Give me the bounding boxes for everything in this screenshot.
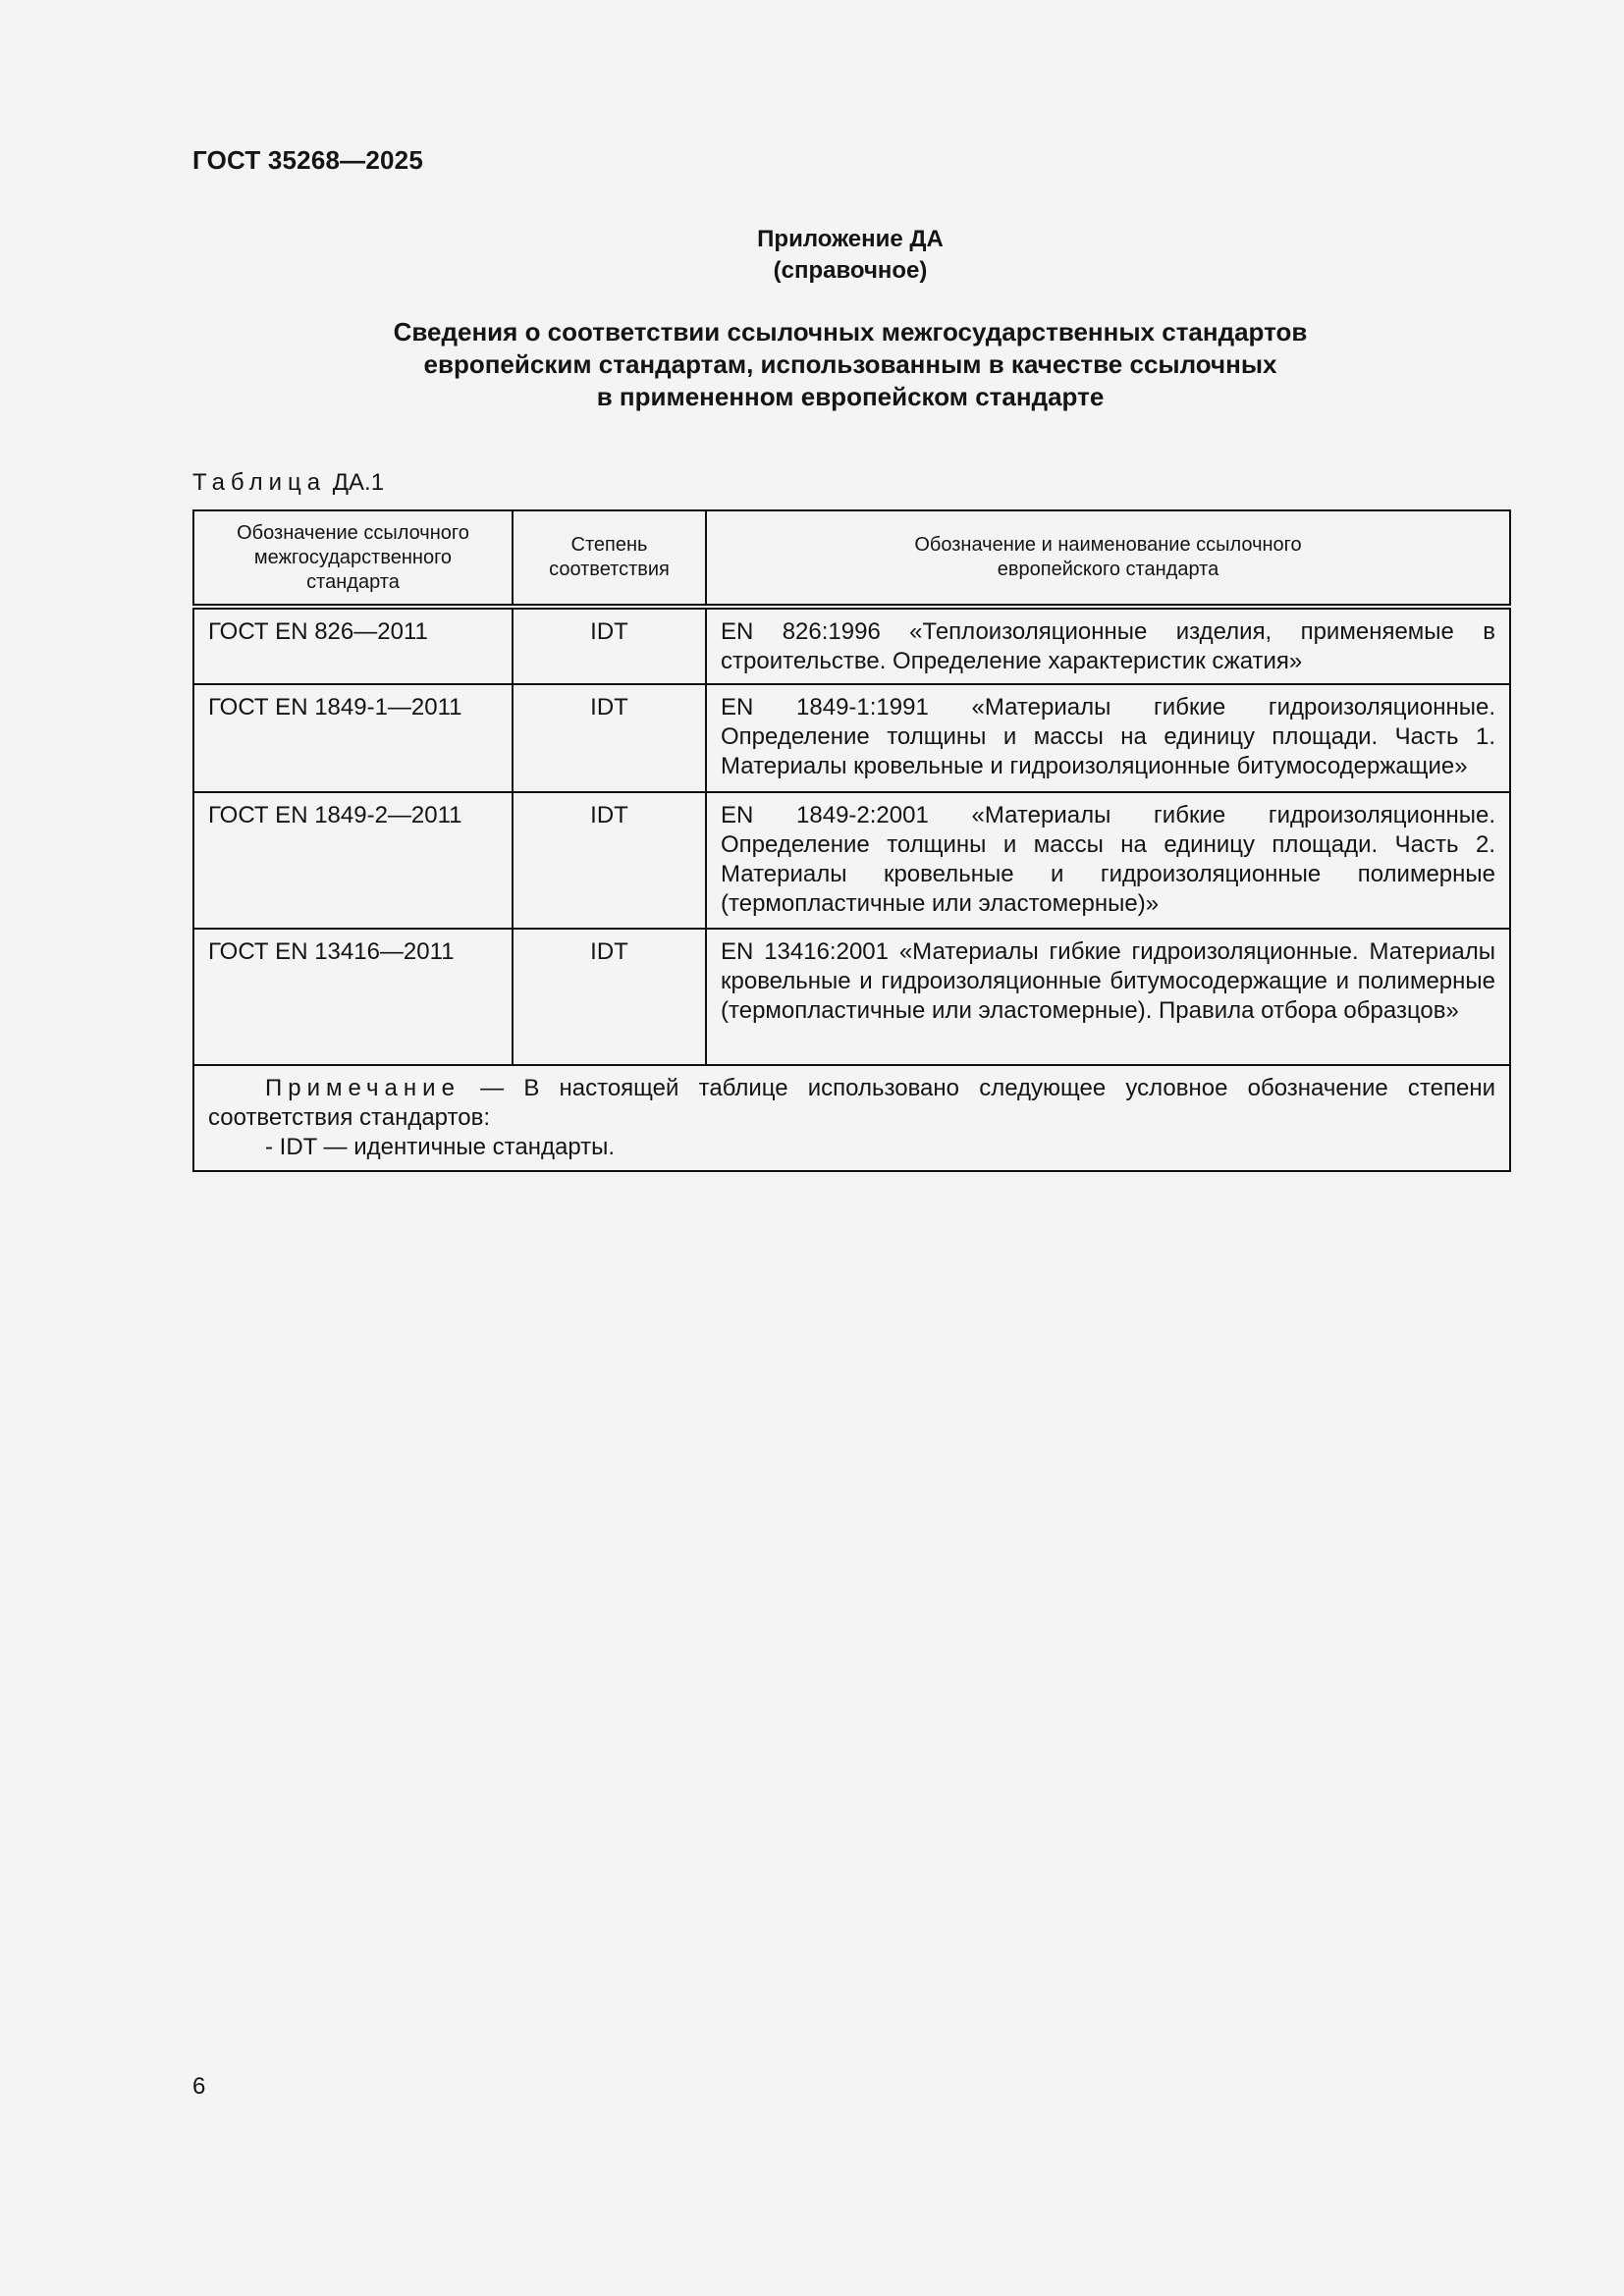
table-note bbox=[193, 1065, 1510, 1171]
table-note-row bbox=[193, 1065, 1510, 1171]
header-degree-column bbox=[513, 510, 706, 607]
table-caption bbox=[192, 469, 384, 497]
degree-cell: IDT bbox=[513, 684, 706, 792]
title-line-1: Сведения о соответствии ссылочных межгосударственных стандартов bbox=[393, 317, 1308, 347]
note-text bbox=[208, 1074, 1495, 1133]
appendix-main-title bbox=[0, 316, 1624, 413]
degree-cell: IDT bbox=[513, 792, 706, 929]
document-code: ГОСТ 35268—2025 bbox=[192, 145, 423, 175]
header-gost-column bbox=[193, 510, 513, 607]
gost-cell: ГОСТ EN 13416—2011 bbox=[193, 929, 513, 1065]
appendix-title: Приложение ДА bbox=[757, 226, 944, 252]
table-row bbox=[193, 607, 1510, 684]
title-line-3: в примененном европейском стандарте bbox=[596, 382, 1105, 411]
header-en-column bbox=[706, 510, 1510, 607]
gost-cell: ГОСТ EN 1849-2—2011 bbox=[193, 792, 513, 929]
en-standard-cell: EN 1849-2:2001 «Материалы гибкие гидроизоляционные. Определение толщины и массы на единицу площади. Часть 2. Материалы кровельные и гидроизоляционные полимерные (термопластичные или эластомерные)» bbox=[706, 792, 1510, 929]
en-standard-cell: EN 1849-1:1991 «Материалы гибкие гидроизоляционные. Определение толщины и массы на единицу площади. Часть 1. Материалы кровельные и гидроизоляционные битумосодержащие» bbox=[706, 684, 1510, 792]
appendix-subtitle: (справочное) bbox=[773, 257, 928, 284]
gost-cell: ГОСТ EN 826—2011 bbox=[193, 607, 513, 684]
note-label: Примечание bbox=[265, 1075, 460, 1101]
table-caption-word: Таблица bbox=[192, 469, 327, 496]
note-item: - IDT — идентичные стандарты. bbox=[265, 1134, 616, 1160]
note-body: — В настоящей таблице использовано следующее условное обозначение степени соответствия стандартов: bbox=[208, 1075, 1496, 1131]
degree-cell: IDT bbox=[513, 929, 706, 1065]
en-standard-cell: EN 13416:2001 «Материалы гибкие гидроизоляционные. Материалы кровельные и гидроизоляционные битумосодержащие и полимерные (термопластичные или эластомерные). Правила отбора образцов» bbox=[706, 929, 1510, 1065]
correspondence-table bbox=[192, 509, 1511, 1172]
header-degree-label: Степень соответствия bbox=[549, 534, 670, 580]
header-en-label: Обозначение и наименование ссылочного европейского стандарта bbox=[914, 534, 1302, 580]
title-line-2: европейским стандартам, использованным в качестве ссылочных bbox=[423, 349, 1277, 379]
table-row bbox=[193, 792, 1510, 929]
gost-cell: ГОСТ EN 1849-1—2011 bbox=[193, 684, 513, 792]
table-caption-number: ДА.1 bbox=[332, 469, 385, 496]
page-number: 6 bbox=[192, 2073, 206, 2100]
degree-cell: IDT bbox=[513, 607, 706, 684]
appendix-heading bbox=[0, 224, 1624, 287]
table-row bbox=[193, 684, 1510, 792]
en-standard-cell: EN 826:1996 «Теплоизоляционные изделия, применяемые в строительстве. Определение характеристик сжатия» bbox=[706, 607, 1510, 684]
table-row bbox=[193, 929, 1510, 1065]
header-gost-label: Обозначение ссылочного межгосударственного стандарта bbox=[237, 521, 469, 593]
table-header-row bbox=[193, 510, 1510, 607]
